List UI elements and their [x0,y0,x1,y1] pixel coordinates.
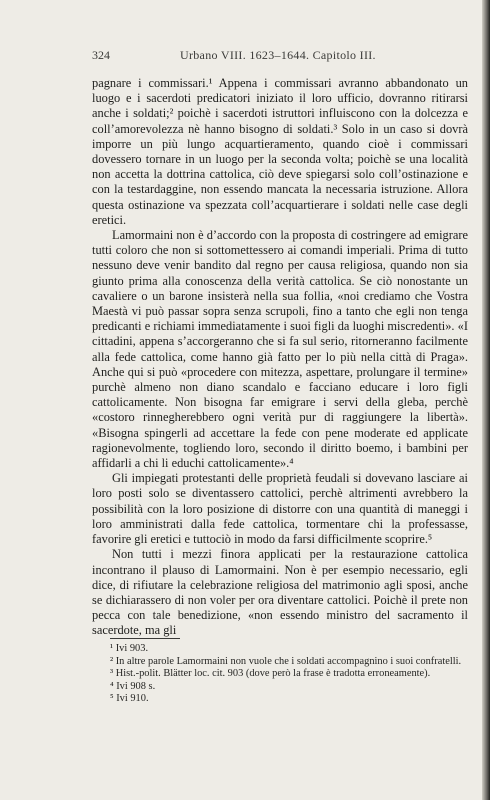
running-title: Urbano VIII. 1623–1644. Capitolo III. [180,48,376,62]
footnote: ¹ Ivi 903. [110,643,149,654]
footnote: ⁴ Ivi 908 s. [110,680,156,692]
footnote: ² In altre parole Lamormaini non vuole che i soldati accompagnino i suoi confratelli. [110,655,462,667]
footnotes [110,643,468,706]
paragraph: Gli impiegati protestanti delle proprietà feudali si dovevano lasciare ai loro posti solo se diventassero cattolici, perchè altrimenti avrebbero la possibilità con la loro posizione di distorre con una quantità di maneggi i loro amministrati dalla fede cattolica, tormentare chi la professasse, favorire gli eretici e tuttociò in modo da farsi difficilmente scoprire.⁵ [92,471,468,547]
page-edge-shadow [482,0,490,800]
paragraph: Non tutti i mezzi finora applicati per la restaurazione cattolica incontrano il plauso di Lamormaini. Non è per esempio necessario, egli dice, di rifiutare la celebrazione religiosa del matrimonio agli sposi, anche se dichiarassero di non voler per ora diventare cattolici. Poichè il prete non pecca con tale benedizione, «non essendo ministro del sacramento il sacerdote, ma gli [92,547,468,638]
footnote: ⁵ Ivi 910. [110,693,149,705]
page-number: 324 [92,48,110,62]
main-text [92,76,468,639]
paragraph: pagnare i commissari.¹ Appena i commissari avranno abbandonato un luogo e i sacerdoti predicatori iniziato il loro ufficio, dovranno ritirarsi anche i soldati;² poichè i sacerdoti istruttori influiscono con la dolcezza e coll’amorevolezza nè hanno bisogno di soldati.³ Solo in un caso si dovrà imporre un più lungo acquartieramento, quando cioè i commissari dovessero tornare in un luogo per la seconda volta; poichè se una località non accetta la dottrina cattolica, ciò deve spiegarsi solo coll’ostinazione e con la testardaggine, non essendo mancata la necessaria istruzione. Allora questa ostinazione va spezzata coll’acquartierare i soldati nelle case degli eretici. [92,76,468,227]
footnote-separator [110,638,180,639]
footnote: ³ Hist.-polit. Blätter loc. cit. 903 (dove però la frase è tradotta erroneamente). [110,668,431,680]
paragraph: Lamormaini non è d’accordo con la proposta di costringere ad emigrare tutti coloro che non si sottomettessero ai comandi imperiali. Prima di tutto nessuno deve venir bandito dal regno per causa religiosa, quando non sia giunto prima alla conoscenza della verità cattolica. Se ciò nonostante un cavaliere o un barone insisterà nella sua follia, «noi crediamo che Vostra Maestà vi può passar sopra senza scrupoli, fino a tanto che egli non tenga predicanti e richiami immediatamente i suoi figli da luoghi miscredenti». «I cittadini, appena s’accorgeranno che si fa sul serio, ritorneranno facilmente alla fede cattolica, come hanno già fatto per lo più nella città di Praga». Anche qui si può «procedere con mitezza, aspettare, prolungare il termine» purchè almeno non diano scandalo e facciano educare i loro figli cattolicamente. Non bisogna far emigrare i servi della gleba, perchè «costoro rinnegherebbero ogni verità pur di raggiungere la libertà». «Bisogna spingerli ad accettare la fede con pene moderate ed applicate ragionevolmente, togliendo loro, secondo il diritto boemo, i bambini per affidarli a chi li educhi cattolicamente».⁴ [92,228,468,471]
